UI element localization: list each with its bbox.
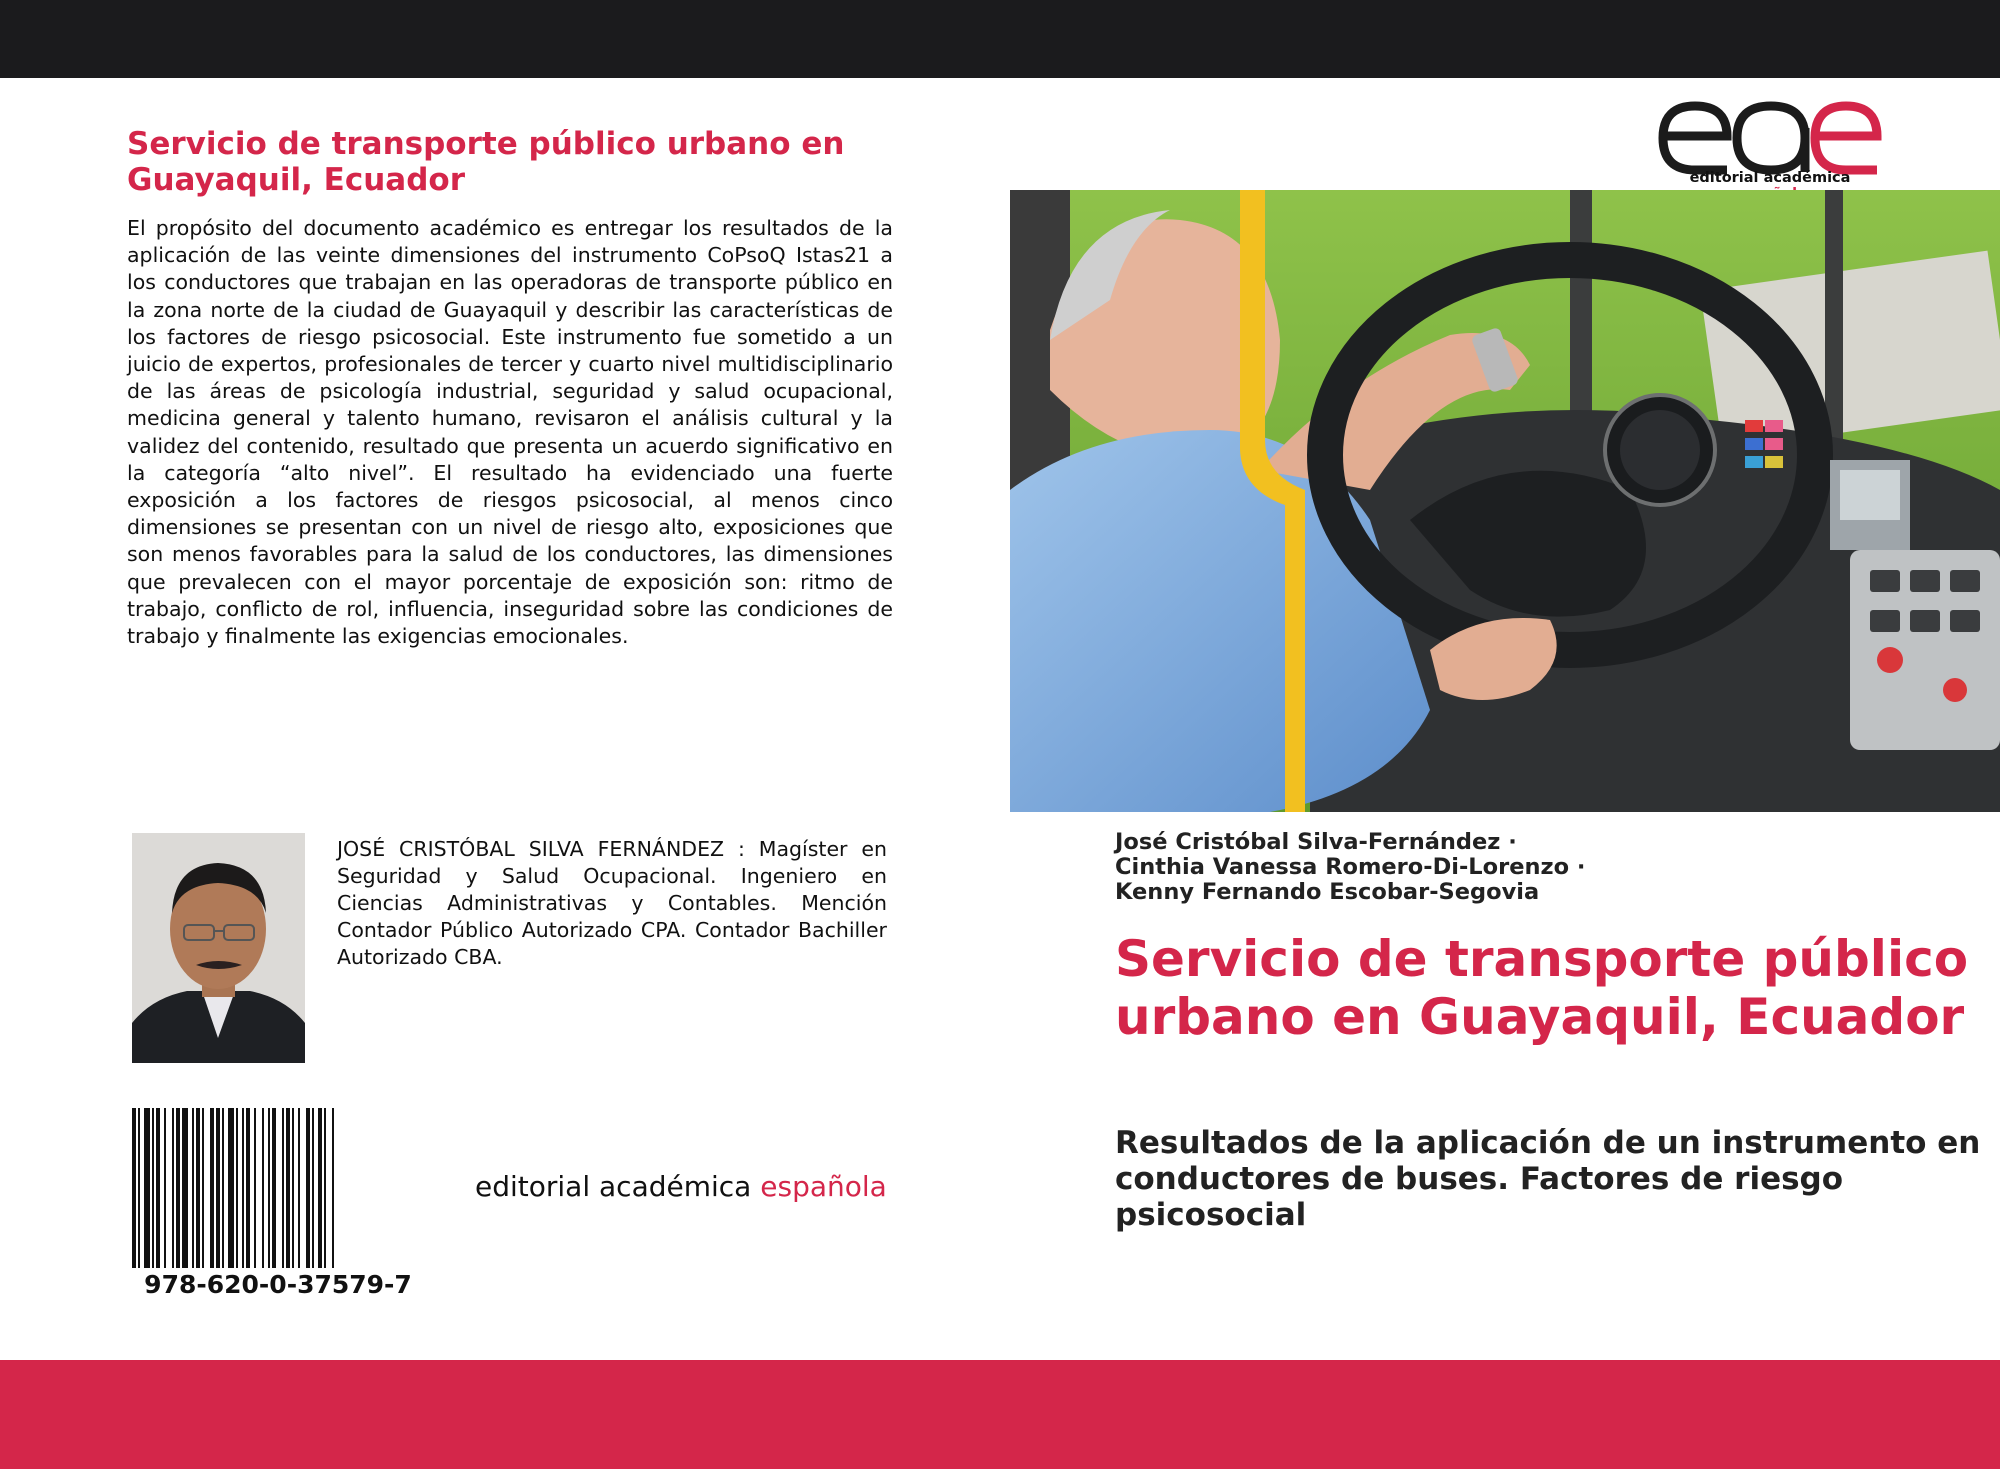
bottom-band: [0, 1360, 2000, 1469]
front-cover-subtitle: Resultados de la aplicación de un instrumento en conductores de buses. Factores de riesgo psicosocial: [1115, 1125, 1981, 1233]
author-portrait-icon: [132, 833, 305, 1063]
bus-driver-photo-icon: [1010, 190, 2000, 812]
author-name: Kenny Fernando Escobar-Segovia: [1115, 879, 1540, 905]
cover-photo: [1010, 190, 2000, 812]
logo-caption-main: editorial académica: [1689, 170, 1851, 186]
publisher-accent: española: [760, 1170, 887, 1203]
author-list: [1115, 830, 1585, 905]
author-name: Cinthia Vanessa Romero-Di-Lorenzo ·: [1115, 854, 1586, 880]
top-band: [0, 0, 2000, 78]
front-cover-title: Servicio de transporte público urbano en Guayaquil, Ecuador: [1115, 930, 1969, 1046]
author-bio: JOSÉ CRISTÓBAL SILVA FERNÁNDEZ : Magíster en Seguridad y Salud Ocupacional. Ingeniero en Ciencias Administrativas y Contables. Mención Contador Público Autorizado CPA. Contador Bachiller Autorizado CBA.: [337, 837, 887, 969]
eae-logo-icon: [1655, 98, 1885, 178]
barcode-icon: [130, 1108, 430, 1268]
back-publisher-name: [475, 1170, 887, 1203]
isbn-number: 978-620-0-37579-7: [144, 1270, 412, 1299]
author-name: José Cristóbal Silva-Fernández ·: [1115, 829, 1517, 855]
back-cover-blurb: El propósito del documento académico es entregar los resultados de la aplicación de las veinte dimensiones del instrumento CoPsoQ Istas21 a los conductores que trabajan en las operadoras de transporte público en la zona norte de la ciudad de Guayaquil y describir las características de los factores de riesgo psicosocial. Este instrumento fue sometido a un juicio de expertos, profesionales de tercer y cuarto nivel multidisciplinario de las áreas de psicología industrial, seguridad y salud ocupacional, medicina general y talento humano, revisaron el análisis cultural y la validez del contenido, resultado que presenta un acuerdo significativo en la categoría “alto nivel”. El resultado ha evidenciado una fuerte exposición a los factores de riesgos psicosocial, al menos cinco dimensiones se presentan con un nivel de riesgo alto, exposiciones que son menos favorables para la salud de los conductores, las dimensiones que prevalecen con el mayor porcentaje de exposición son: ritmo de trabajo, conflicto de rol, influencia, inseguridad sobre las condiciones de trabajo y finalmente las exigencias emocionales.: [127, 216, 893, 649]
author-photo: [132, 833, 305, 1063]
publisher-main: editorial académica: [475, 1170, 761, 1203]
back-cover-title: Servicio de transporte público urbano en Guayaquil, Ecuador: [127, 126, 845, 198]
